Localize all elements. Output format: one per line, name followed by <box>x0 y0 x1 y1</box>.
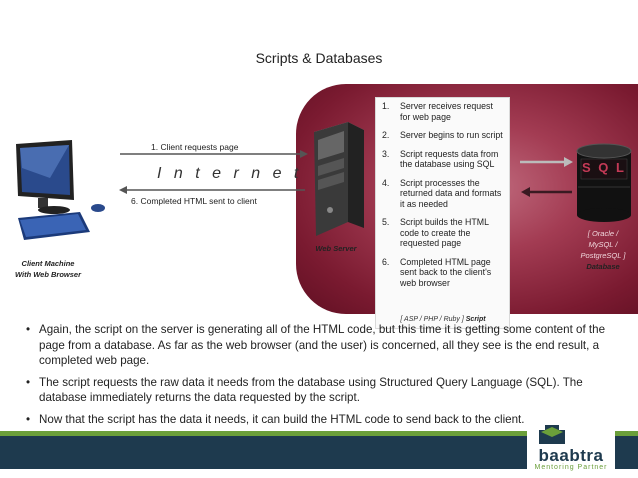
step-number: 3. <box>382 148 390 159</box>
step-text: Script processes the returned data and formats it as needed <box>400 177 502 209</box>
step-number: 4. <box>382 177 390 188</box>
web-server-label: Web Server <box>315 244 357 253</box>
database-note <box>572 228 634 272</box>
bullet-list <box>26 322 626 433</box>
step-number: 2. <box>382 130 390 140</box>
web-server-icon <box>300 118 370 243</box>
step-number: 5. <box>382 217 390 227</box>
script-languages: [ ASP / PHP / Ruby ] <box>400 316 464 323</box>
slide-title: Scripts & Databases <box>255 50 383 66</box>
step-item <box>382 149 505 170</box>
client-computer-icon <box>10 138 120 248</box>
step-item <box>382 130 505 141</box>
database-note-line2: MySQL / <box>588 240 618 249</box>
client-label-line1: Client Machine <box>21 259 75 268</box>
request-label: 1. Client requests page <box>151 142 239 152</box>
step-number: 6. <box>382 256 390 267</box>
step-text: Script builds the HTML code to create the requested page <box>400 217 489 248</box>
step-text: Server begins to run script <box>400 130 503 140</box>
logo-tagline: Mentoring Partner <box>534 464 608 471</box>
step-item <box>382 178 505 210</box>
server-steps-list <box>376 98 509 288</box>
sql-exchange-arrows <box>518 152 574 202</box>
step-text: Completed HTML page sent back to the client's web browser <box>400 256 492 288</box>
database-icon <box>574 143 634 225</box>
step-item <box>382 257 505 289</box>
database-sql-label: S Q L <box>582 160 626 175</box>
step-item <box>382 101 505 122</box>
bullet-item: • Again, the script on the server is generating all of the HTML code, but this time it is getting some content of the page from a database. As far as the web browser (and the user) is concerned, all they see is the end result, a completed web page. <box>26 322 626 369</box>
database-note-line3: PostgreSQL ] <box>580 251 626 260</box>
step-text: Server receives request for web page <box>400 101 493 122</box>
client-label-line2: With Web Browser <box>14 270 82 279</box>
logo-mark-icon <box>537 424 567 446</box>
client-label <box>8 258 88 280</box>
step-text: Script requests data from the database using SQL <box>400 148 499 169</box>
step-number: 1. <box>382 101 390 111</box>
logo-name: baabtra <box>538 446 604 465</box>
server-steps-box <box>375 97 510 329</box>
response-arrowhead <box>119 186 127 194</box>
internet-label: I n t e r n e t <box>157 165 303 182</box>
step-item <box>382 217 505 249</box>
script-name: Script <box>465 316 486 323</box>
bullet-item: • Now that the script has the data it needs, it can build the HTML code to send back to the client. <box>26 412 626 428</box>
response-label: 6. Completed HTML sent to client <box>131 196 257 206</box>
bullet-item: • The script requests the raw data it needs from the database using Structured Query Language (SQL). The database immediately returns the data requested by the script. <box>26 375 626 406</box>
database-note-line1: [ Oracle / <box>587 229 619 238</box>
database-name: Database <box>586 262 620 271</box>
